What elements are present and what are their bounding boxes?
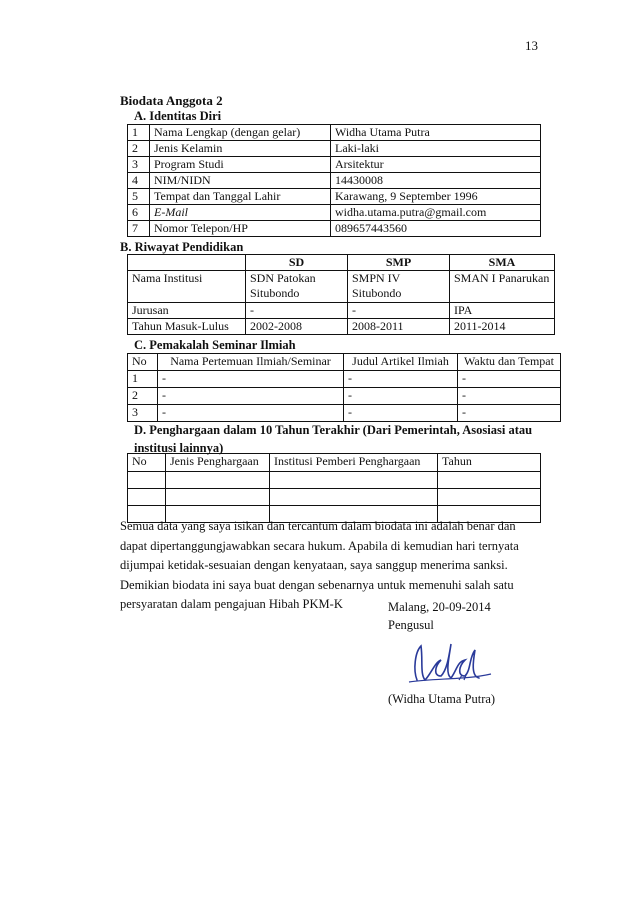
row-label: Program Studi <box>150 157 331 173</box>
cell-sma: SMAN I Panarukan <box>450 271 555 303</box>
award-table <box>127 453 541 523</box>
statement-paragraph: Semua data yang saya isikan dan tercantum dalam biodata ini adalah benar dan dapat dipertanggungjawabkan secara hukum. Apabila di kemudian hari ternyata dijumpai ketidak-sesuaian dengan kenyataan, saya sanggup menerima sanksi. Demikian biodata ini saya buat dengan sebenarnya untuk memenuhi salah satu persyaratan dalam pengajuan Hibah PKM-K <box>120 519 519 611</box>
place-date: Malang, 20-09-2014 <box>388 600 491 614</box>
role-label: Pengusul <box>388 618 434 632</box>
row-label: Nama Lengkap (dengan gelar) <box>150 125 331 141</box>
section-d-heading: D. Penghargaan dalam 10 Tahun Terakhir (Dari Pemerintah, Asosiasi atau institusi lainnya) <box>134 423 533 455</box>
table-row <box>128 157 541 173</box>
row-no: 2 <box>128 388 158 405</box>
cell-sma: 2011-2014 <box>450 319 555 335</box>
row-no: 2 <box>128 141 150 157</box>
row-value: 089657443560 <box>331 221 541 237</box>
table-header-row <box>128 454 541 472</box>
table-header-row <box>128 255 555 271</box>
row-label: Tahun Masuk-Lulus <box>128 319 246 335</box>
row-no: 5 <box>128 189 150 205</box>
cell-time: - <box>458 405 561 422</box>
header-name: Nama Pertemuan Ilmiah/Seminar <box>158 354 344 371</box>
header-institution: Institusi Pemberi Penghargaan <box>270 454 438 472</box>
row-value: Arsitektur <box>331 157 541 173</box>
section-c-heading: C. Pemakalah Seminar Ilmiah <box>134 338 296 352</box>
table-row <box>128 141 541 157</box>
page-title: Biodata Anggota 2 <box>120 93 223 108</box>
cell-time: - <box>458 388 561 405</box>
table-row <box>128 405 561 422</box>
signer-name: (Widha Utama Putra) <box>388 692 496 706</box>
row-value: Widha Utama Putra <box>331 125 541 141</box>
table-row <box>128 173 541 189</box>
cell-name: - <box>158 371 344 388</box>
table-row <box>128 271 555 303</box>
section-b-heading: B. Riwayat Pendidikan <box>120 240 244 254</box>
cell-smp: - <box>348 303 450 319</box>
cell-title: - <box>344 371 458 388</box>
row-value: Laki-laki <box>331 141 541 157</box>
row-no: 3 <box>128 405 158 422</box>
table-row <box>128 221 541 237</box>
table-row <box>128 189 541 205</box>
row-value: Karawang, 9 September 1996 <box>331 189 541 205</box>
cell-title: - <box>344 405 458 422</box>
table-row <box>128 319 555 335</box>
row-value: 14430008 <box>331 173 541 189</box>
row-label: Jenis Kelamin <box>150 141 331 157</box>
table-row <box>128 472 541 489</box>
table-row <box>128 303 555 319</box>
header-no: No <box>128 454 166 472</box>
header-year: Tahun <box>438 454 541 472</box>
table-row <box>128 205 541 221</box>
table-row <box>128 489 541 506</box>
row-no: 1 <box>128 371 158 388</box>
row-no: 3 <box>128 157 150 173</box>
row-no: 6 <box>128 205 150 221</box>
header-sma: SMA <box>450 255 555 271</box>
table-row <box>128 125 541 141</box>
row-label: NIM/NIDN <box>150 173 331 189</box>
signature-image <box>405 640 495 685</box>
row-value: widha.utama.putra@gmail.com <box>331 205 541 221</box>
cell-time: - <box>458 371 561 388</box>
cell-smp: 2008-2011 <box>348 319 450 335</box>
cell-sma: IPA <box>450 303 555 319</box>
cell-sd: - <box>246 303 348 319</box>
education-table <box>127 254 555 335</box>
cell-title: - <box>344 388 458 405</box>
table-row <box>128 371 561 388</box>
row-label: Nama Institusi <box>128 271 246 303</box>
header-award: Jenis Penghargaan <box>166 454 270 472</box>
cell-sd: SDN Patokan Situbondo <box>246 271 348 303</box>
header-empty <box>128 255 246 271</box>
table-header-row <box>128 354 561 371</box>
identity-table <box>127 124 541 237</box>
cell-smp: SMPN IV Situbondo <box>348 271 450 303</box>
header-title: Judul Artikel Ilmiah <box>344 354 458 371</box>
row-label: Jurusan <box>128 303 246 319</box>
row-no: 4 <box>128 173 150 189</box>
row-no: 7 <box>128 221 150 237</box>
header-smp: SMP <box>348 255 450 271</box>
row-label: Tempat dan Tanggal Lahir <box>150 189 331 205</box>
cell-name: - <box>158 405 344 422</box>
seminar-table <box>127 353 561 422</box>
row-label: Nomor Telepon/HP <box>150 221 331 237</box>
row-no: 1 <box>128 125 150 141</box>
table-row <box>128 388 561 405</box>
section-a-heading: A. Identitas Diri <box>134 109 222 123</box>
cell-sd: 2002-2008 <box>246 319 348 335</box>
header-time: Waktu dan Tempat <box>458 354 561 371</box>
header-sd: SD <box>246 255 348 271</box>
header-no: No <box>128 354 158 371</box>
signature-block <box>388 598 491 634</box>
cell-name: - <box>158 388 344 405</box>
page-number: 13 <box>525 38 538 53</box>
row-label: E-Mail <box>150 205 331 221</box>
